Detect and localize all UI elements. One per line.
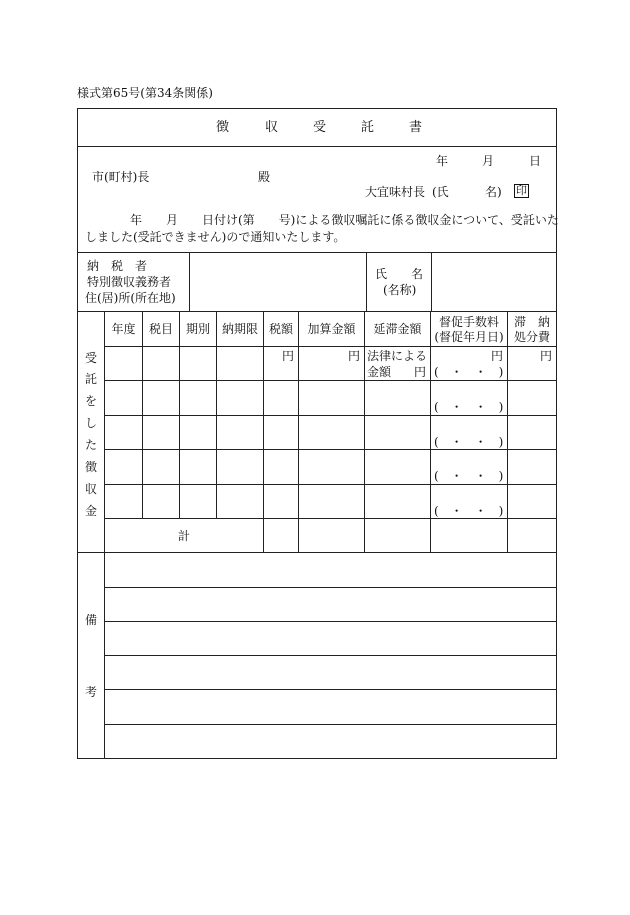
side-char-1: 受 — [85, 351, 98, 365]
header-year: 年度 — [111, 322, 136, 336]
title-char-3: 受 — [313, 120, 327, 135]
seal-mark: 印 — [516, 184, 527, 197]
delinquency-yen: 円 — [414, 365, 427, 379]
side-char-2: 託 — [85, 372, 98, 386]
proc-fee-yen: 円 — [539, 349, 552, 363]
title-char-5: 書 — [409, 120, 423, 135]
name-label: 氏 名 — [375, 267, 424, 281]
header-tax-amount: 税額 — [268, 322, 293, 336]
header-due-date: 納期限 — [221, 322, 258, 336]
reminder-date-row-5: ( ・ ・ ) — [434, 504, 504, 518]
tax-amount-yen: 円 — [281, 349, 294, 363]
legal-amount-label-1: 法律による — [367, 349, 428, 363]
header-proc-fee-1: 滞 納 — [513, 315, 550, 329]
header-proc-fee-2: 処分費 — [513, 330, 550, 344]
sender-label-close: 名) — [485, 185, 502, 199]
remarks-label-char-2: 考 — [85, 685, 98, 699]
total-label: 計 — [177, 529, 190, 543]
side-char-4: し — [85, 416, 98, 430]
side-char-3: を — [85, 394, 98, 408]
sender-label-open: (氏 — [432, 185, 449, 199]
header-reminder-date: (督促年月日) — [434, 330, 504, 344]
header-additional: 加算金額 — [307, 322, 356, 336]
header-period: 期別 — [185, 322, 210, 336]
date-day-label: 日 — [529, 154, 542, 168]
addressee-honorific: 殿 — [258, 170, 271, 184]
notice-line-2: しました(受託できません)ので通知いたします。 — [85, 230, 346, 244]
date-year-label: 年 — [436, 154, 449, 168]
reminder-date-row-1: ( ・ ・ ) — [434, 365, 504, 379]
name-sub-label: (名称) — [383, 283, 417, 297]
side-char-5: た — [85, 438, 98, 452]
reminder-date-row-4: ( ・ ・ ) — [434, 469, 504, 483]
reminder-fee-yen: 円 — [490, 349, 503, 363]
date-month-label: 月 — [482, 154, 495, 168]
taxpayer-label-3: 住(居)所(所在地) — [85, 291, 176, 305]
legal-amount-label-2: 金額 — [367, 365, 392, 379]
reminder-date-row-2: ( ・ ・ ) — [434, 400, 504, 414]
taxpayer-name-field[interactable] — [432, 253, 556, 311]
side-char-6: 徴 — [85, 460, 98, 474]
taxpayer-address-field[interactable] — [190, 253, 366, 311]
header-delinquency: 延滞金額 — [373, 322, 422, 336]
taxpayer-label-2: 特別徴収義務者 — [87, 275, 172, 289]
additional-yen: 円 — [347, 349, 360, 363]
side-char-8: 金 — [85, 504, 98, 518]
remarks-label-char-1: 備 — [85, 613, 98, 627]
header-reminder-fee: 督促手数料 — [438, 315, 499, 329]
title-char-1: 徴 — [216, 120, 230, 135]
side-char-7: 収 — [85, 482, 98, 496]
notice-line-1: 年 月 日付け(第 号)による徴収嘱託に係る徴収金について、受託いた — [130, 213, 559, 227]
sender-name: 大宜味村長 — [365, 185, 426, 199]
taxpayer-label-1: 納 税 者 — [87, 259, 148, 273]
form-number: 様式第65号(第34条関係) — [77, 86, 213, 100]
addressee-city-head: 市(町村)長 — [92, 170, 150, 184]
title-char-4: 託 — [361, 120, 375, 135]
header-tax-item: 税目 — [148, 322, 173, 336]
reminder-date-row-3: ( ・ ・ ) — [434, 435, 504, 449]
title-char-2: 収 — [265, 120, 279, 135]
